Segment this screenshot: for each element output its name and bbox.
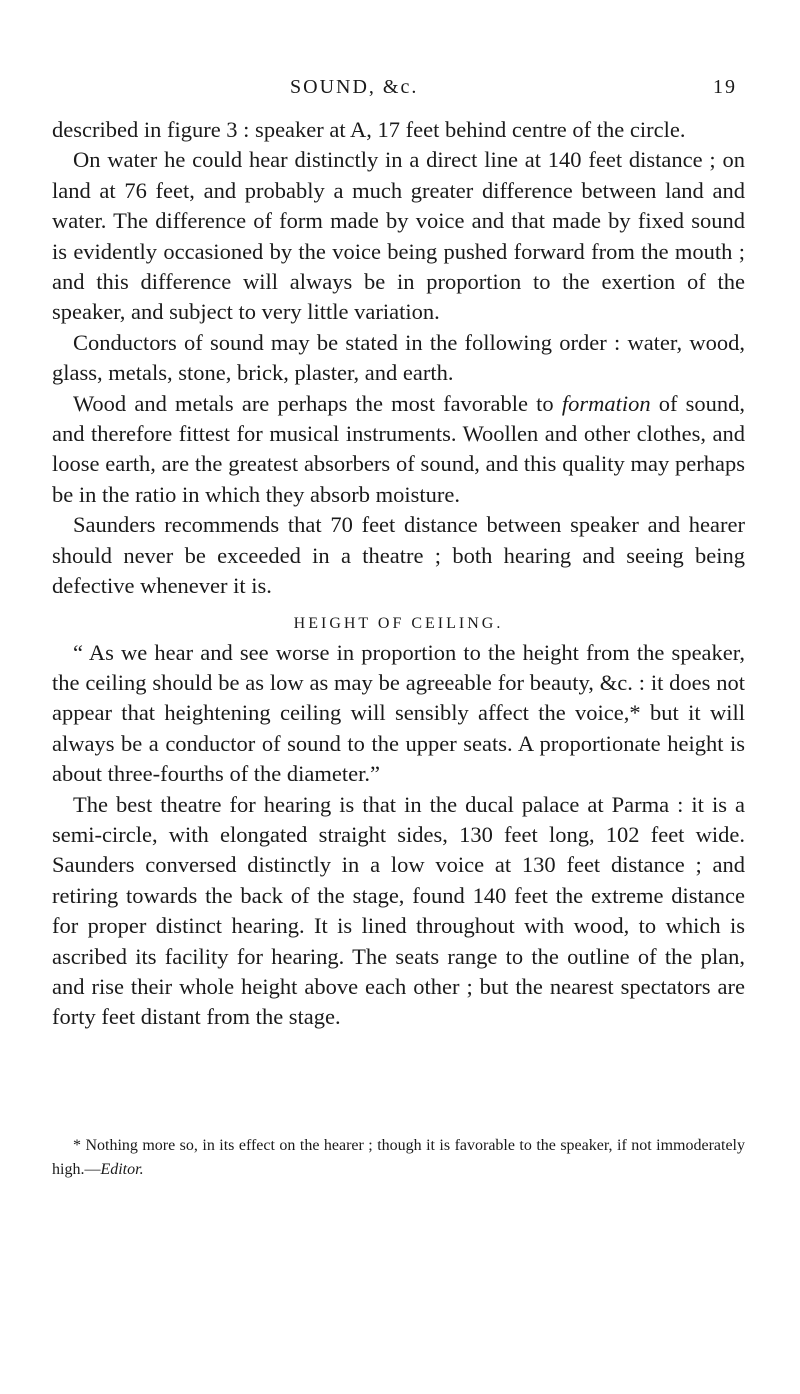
paragraph: Saunders recommends that 70 feet distance between speaker and hearer should never be exceeded in a theatre ; both hearing and seeing being defective whenever it is. xyxy=(52,512,745,599)
paragraph: The best theatre for hearing is that in the ducal palace at Parma : it is a semi-circle, with elongated straight sides, 130 feet long, 102 feet wide. Saunders conversed distinctly in a low voice at 130 feet distance ; and retiring towards the back of the stage, found 140 feet the extreme distance for proper distinct hearing. It is lined throughout with wood, to which is ascribed its facility for hearing. The seats range to the outline of the plan, and rise their whole height above each other ; but the nearest spectators are forty feet distant from the stage. xyxy=(52,791,745,1030)
paragraph: Conductors of sound may be stated in the following order : water, wood, glass, metals, stone, brick, plaster, and earth. xyxy=(52,329,745,386)
paragraph: On water he could hear distinctly in a direct line at 140 feet distance ; on land at 76 feet, and probably a much greater difference between land and water. The difference of form made by voice and that made by fixed sound is evidently occasioned by the voice being pushed forward from the mouth ; and this difference will always be in proportion to the exertion of the speaker, and subject to very little variation. xyxy=(52,147,745,325)
page-number: 19 xyxy=(713,76,737,98)
quoted-paragraph: “ As we hear and see worse in proportion to the height from the speaker, the ceiling should be as low as may be agreeable for beauty, &c. : it does not appear that heightening ceiling will sensibly affect the voice,* but it will always be a conductor of sound to the upper seats. A proportionate height is about three-fourths of the diameter.” xyxy=(52,639,745,787)
paragraph-continued: described in figure 3 : speaker at A, 17 feet behind centre of the circle. xyxy=(52,117,686,142)
footnote-body: * Nothing more so, in its effect on the hearer ; though it is favorable to the speaker, if not immoderately high.— xyxy=(52,1137,745,1178)
paragraph-text: of sound, and therefore fittest for musical instruments. Woollen and other clothes, and loose earth, are the greatest absorbers of sound, and this quality may perhaps be in the ratio in which they absorb moisture. xyxy=(52,390,746,507)
footnote xyxy=(52,1134,745,1182)
paragraph-text: Wood and metals are perhaps the most favorable to xyxy=(73,390,562,416)
main-text xyxy=(52,115,745,1033)
footnote-text xyxy=(52,1134,745,1182)
section-heading: HEIGHT OF CEILING. xyxy=(293,614,504,632)
italic-term: formation xyxy=(561,390,651,416)
running-head xyxy=(0,76,800,102)
paragraph xyxy=(52,389,745,511)
footnote-attribution: Editor. xyxy=(100,1161,144,1178)
running-title: SOUND, &c. xyxy=(290,76,419,98)
